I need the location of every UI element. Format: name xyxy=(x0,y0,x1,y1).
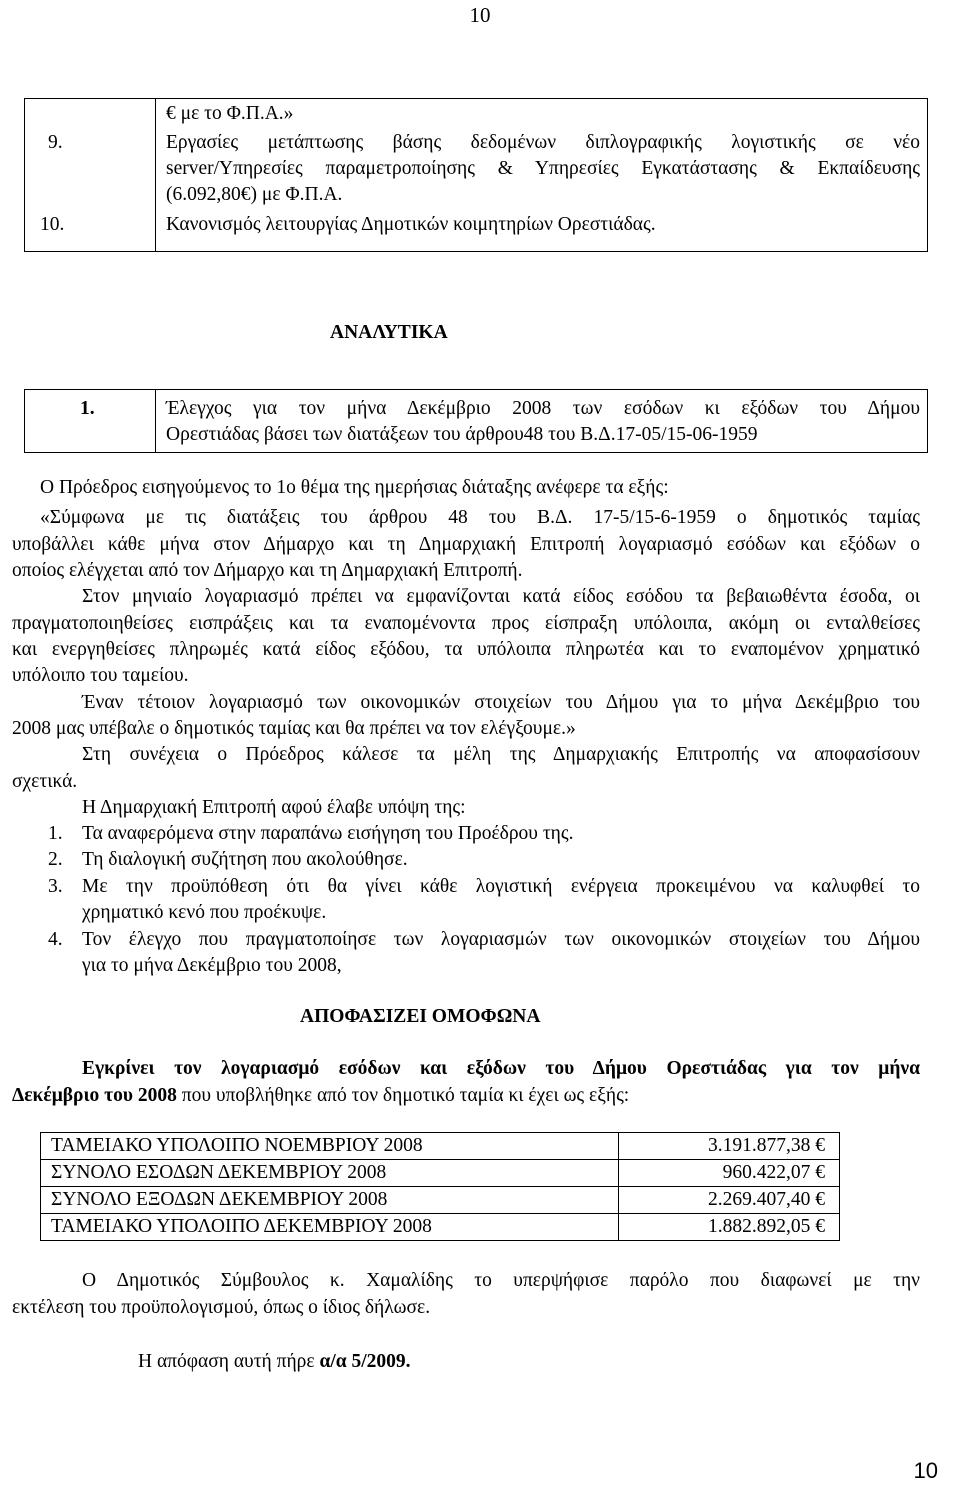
item1-line1: Έλεγχος για τον μήνα Δεκέμβριο 2008 των εσόδων κι εξόδων του Δήμου xyxy=(166,398,920,419)
cash-label: ΤΑΜΕΙΑΚΟ ΥΠΟΛΟΙΠΟ ΝΟΕΜΒΡΙΟΥ 2008 xyxy=(41,1133,619,1160)
consideration-number: 4. xyxy=(48,929,63,950)
item9-line3: (6.092,80€) με Φ.Π.Α. xyxy=(166,184,343,205)
approval-line2-text: που υποβλήθηκε από τον δημοτικό ταμία κι έχει ως εξής: xyxy=(176,1085,630,1106)
cash-amount: 960.422,07 € xyxy=(619,1160,840,1187)
body-p2-line3: οποίος ελέγχεται από τον Δήμαρχο και τη Δημαρχιακή Επιτροπή. xyxy=(12,560,523,581)
item1-number: 1. xyxy=(80,398,95,419)
section-title: ΑΝΑΛΥΤΙΚΑ xyxy=(330,322,448,343)
item10-text: Κανονισμός λειτουργίας Δημοτικών κοιμητηρίων Ορεστιάδας. xyxy=(166,214,656,235)
cash-label: ΣΥΝΟΛΟ ΕΣΟΔΩΝ ΔΕΚΕΜΒΡΙΟΥ 2008 xyxy=(41,1160,619,1187)
body-p3-line4: υπόλοιπο του ταμείου. xyxy=(12,665,189,686)
body-p3-line1: Στον μηνιαίο λογαριασμό πρέπει να εμφανίζονται κατά είδος εσόδου τα βεβαιωθέντα έσοδα, οι xyxy=(82,586,920,607)
consideration-number: 2. xyxy=(48,849,63,870)
dissent-line1: Ο Δημοτικός Σύμβουλος κ. Χαμαλίδης το υπερψήφισε παρόλο που διαφωνεί με την xyxy=(82,1270,920,1291)
item9-line2: server/Υπηρεσίες παραμετροποίησης & Υπηρεσίες Εγκατάστασης & Εκπαίδευσης xyxy=(166,158,920,179)
body-p2-line1: «Σύμφωνα με τις διατάξεις του άρθρου 48 του Β.Δ. 17-5/15-6-1959 ο δημοτικός ταμίας xyxy=(40,507,920,528)
item1-line2: Ορεστιάδας βάσει των διατάξεων του άρθρου48 του Β.Δ.17-05/15-06-1959 xyxy=(166,424,758,445)
body-p4-line1: Έναν τέτοιον λογαριασμό των οικονομικών στοιχείων του Δήμου για το μήνα Δεκέμβριο του xyxy=(82,692,920,713)
consideration-number: 1. xyxy=(48,823,63,844)
page-number-top: 10 xyxy=(469,3,491,27)
consideration-text: Με την προϋπόθεση ότι θα γίνει κάθε λογιστική ενέργεια προκειμένου να καλυφθεί το xyxy=(82,876,920,897)
item9-number: 9. xyxy=(48,132,63,153)
table-row xyxy=(41,1160,840,1187)
body-p5-line2: σχετικά. xyxy=(12,771,78,792)
body-p6: Η Δημαρχιακή Επιτροπή αφού έλαβε υπόψη της: xyxy=(82,797,466,818)
table-row xyxy=(41,1133,840,1160)
consideration-text: Τον έλεγχο που πραγματοποίησε των λογαριασμών των οικονομικών στοιχείων του Δήμου xyxy=(82,929,920,950)
item9-line1: Εργασίες μετάπτωσης βάσης δεδομένων διπλογραφικής λογιστικής σε νέο xyxy=(166,132,920,153)
cash-label: ΤΑΜΕΙΑΚΟ ΥΠΟΛΟΙΠΟ ΔΕΚΕΜΒΡΙΟΥ 2008 xyxy=(41,1214,619,1241)
body-p2-line2: υποβάλλει κάθε μήνα στον Δήμαρχο και τη Δημαρχιακή Επιτροπή λογαριασμό εσόδων και εξόδων ο xyxy=(12,534,920,555)
decision-number-prefix: Η απόφαση αυτή πήρε xyxy=(138,1351,320,1372)
body-p5-line1: Στη συνέχεια ο Πρόεδρος κάλεσε τα μέλη της Δημαρχιακής Επιτροπής να αποφασίσουν xyxy=(82,744,920,765)
cash-amount: 1.882.892,05 € xyxy=(619,1214,840,1241)
approval-line2 xyxy=(12,1083,629,1109)
table-row xyxy=(41,1214,840,1241)
continuation-text: € με το Φ.Π.Α.» xyxy=(166,103,294,124)
consideration-text: Τη διαλογική συζήτηση που ακολούθησε. xyxy=(82,849,408,870)
consideration-text: Τα αναφερόμενα στην παραπάνω εισήγηση του Προέδρου της. xyxy=(82,823,574,844)
dissent-line2: εκτέλεση του προϋπολογισμού, όπως ο ίδιος δήλωσε. xyxy=(12,1297,431,1318)
decision-number-value: α/α 5/2009. xyxy=(319,1351,411,1372)
body-p3-line2: πραγματοποιηθείσες εισπράξεις και τα εναπομένοντα προς είσπραξη υπόλοιπα, ακόμη οι ενταλθείσες xyxy=(12,613,920,634)
consideration-number: 3. xyxy=(48,876,63,897)
cash-amount: 3.191.877,38 € xyxy=(619,1133,840,1160)
body-p1: Ο Πρόεδρος εισηγούμενος το 1ο θέμα της ημερήσιας διάταξης ανέφερε τα εξής: xyxy=(40,477,669,498)
page-number-bottom: 10 xyxy=(913,1458,938,1483)
decision-number xyxy=(138,1349,411,1375)
table-row xyxy=(41,1187,840,1214)
body-p4-line2: 2008 μας υπέβαλε ο δημοτικός ταμίας και θα πρέπει να τον ελέγξουμε.» xyxy=(12,718,576,739)
approval-period: Δεκέμβριο του 2008 xyxy=(12,1085,177,1106)
cash-label: ΣΥΝΟΛΟ ΕΞΟΔΩΝ ΔΕΚΕΜΒΡΙΟΥ 2008 xyxy=(41,1187,619,1214)
approval-line1: Εγκρίνει τον λογαριασμό εσόδων και εξόδων του Δήμου Ορεστιάδας για τον μήνα xyxy=(82,1058,920,1079)
body-p3-line3: και ενεργηθείσες πληρωμές κατά είδος εξόδου, τα υπόλοιπα πληρωτέα και το εναπομένον χρηματικό xyxy=(12,639,920,660)
decision-title: ΑΠΟΦΑΣΙΖΕΙ ΟΜΟΦΩΝΑ xyxy=(300,1006,541,1027)
consideration-text-cont: χρηματικό κενό που προέκυψε. xyxy=(82,902,327,923)
cash-balance-table xyxy=(40,1132,840,1241)
cash-amount: 2.269.407,40 € xyxy=(619,1187,840,1214)
consideration-text-cont: για το μήνα Δεκέμβριο του 2008, xyxy=(82,955,342,976)
item10-number: 10. xyxy=(40,214,65,235)
